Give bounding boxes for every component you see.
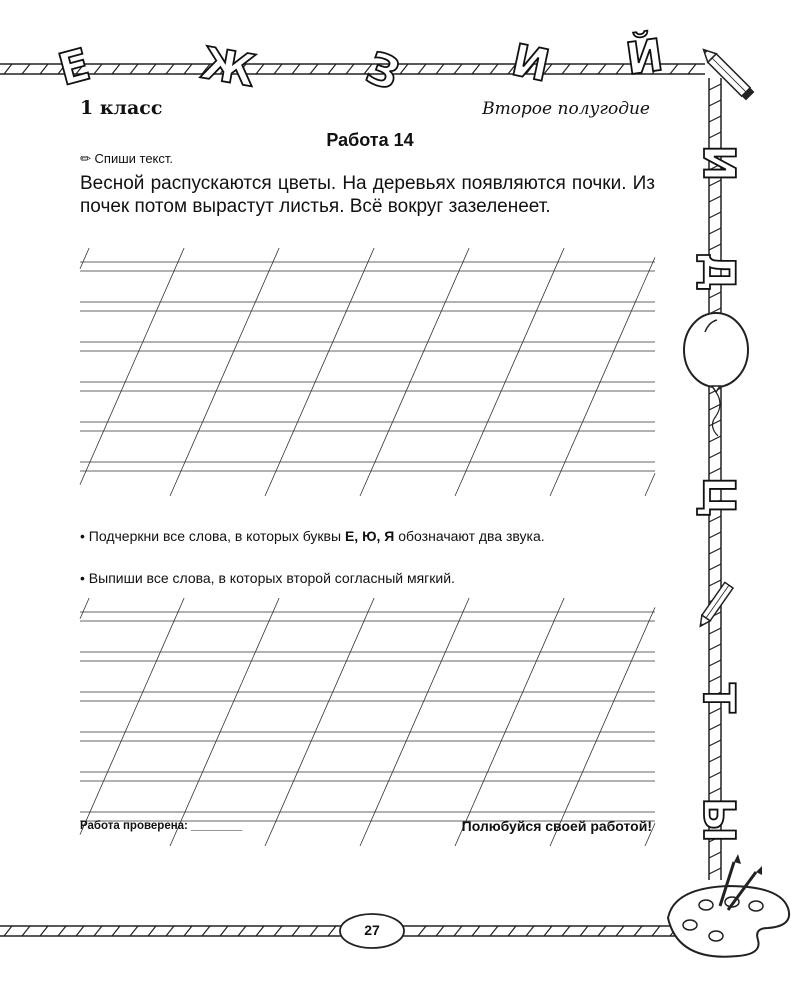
- slant-line: [360, 598, 469, 846]
- grade-label: 1 класс: [80, 97, 163, 119]
- bullet-icon: •: [80, 570, 85, 586]
- task-2-text: Выпиши все слова, в которых второй согласный мягкий.: [88, 570, 455, 586]
- checked-label: Работа проверена:: [80, 820, 188, 832]
- slant-line: [80, 598, 184, 835]
- palette-picture: [668, 854, 789, 957]
- slant-line: [645, 473, 655, 496]
- half-year-label: Второе полугодие: [482, 99, 650, 119]
- right-frame-letter: Д: [693, 252, 744, 292]
- writing-area-2: [80, 598, 655, 846]
- slant-line: [265, 598, 374, 846]
- slant-line: [360, 248, 469, 496]
- slant-line: [265, 248, 374, 496]
- pencil-picture-top: [699, 45, 754, 100]
- slant-line: [550, 257, 655, 496]
- top-frame-letter: Ж: [197, 37, 260, 98]
- instruction: [80, 151, 173, 167]
- slant-line: [170, 598, 279, 846]
- top-frame-letter: И: [507, 34, 554, 93]
- page-number: 27: [364, 922, 380, 938]
- checked-field: [80, 820, 242, 832]
- right-frame-letter: Ц: [693, 476, 744, 518]
- top-frame-letter: З: [359, 42, 407, 101]
- pencil-picture-side: [696, 582, 733, 629]
- right-frame-letter: И: [693, 144, 744, 182]
- instruction-text: Спиши текст.: [94, 151, 174, 166]
- right-frame-letter: Т: [693, 682, 744, 714]
- slant-line: [455, 248, 564, 496]
- copy-text: Весной распускаются цветы. На деревьях появляются почки. Из почек потом вырастут листья. Всё вокруг зазеленеет.: [80, 173, 655, 217]
- slant-line: [80, 248, 184, 485]
- task-1-suffix: обозначают два звука.: [398, 528, 545, 544]
- work-title: Работа 14: [326, 130, 414, 150]
- task-1-prefix: Подчеркни все слова, в которых буквы: [88, 528, 342, 544]
- slant-line: [455, 598, 564, 846]
- slant-line: [80, 248, 89, 269]
- top-border-rope: [0, 64, 705, 74]
- praise-text: Полюбуйся своей работой!: [461, 818, 652, 834]
- slant-line: [80, 598, 89, 619]
- top-frame-letter: Е: [53, 39, 96, 97]
- task-1-letters: Е, Ю, Я: [344, 528, 395, 544]
- task-1: [80, 528, 658, 545]
- writing-area-1: [80, 248, 655, 496]
- task-2: [80, 570, 658, 587]
- checked-blank[interactable]: ________: [191, 820, 243, 832]
- bullet-icon: •: [80, 528, 85, 544]
- pencil-icon: ✏: [80, 151, 91, 166]
- slant-line: [550, 607, 655, 846]
- balloon-picture: [684, 313, 748, 436]
- top-frame-letter: Й: [622, 29, 667, 86]
- slant-line: [170, 248, 279, 496]
- right-frame-letter: Ы: [693, 797, 744, 843]
